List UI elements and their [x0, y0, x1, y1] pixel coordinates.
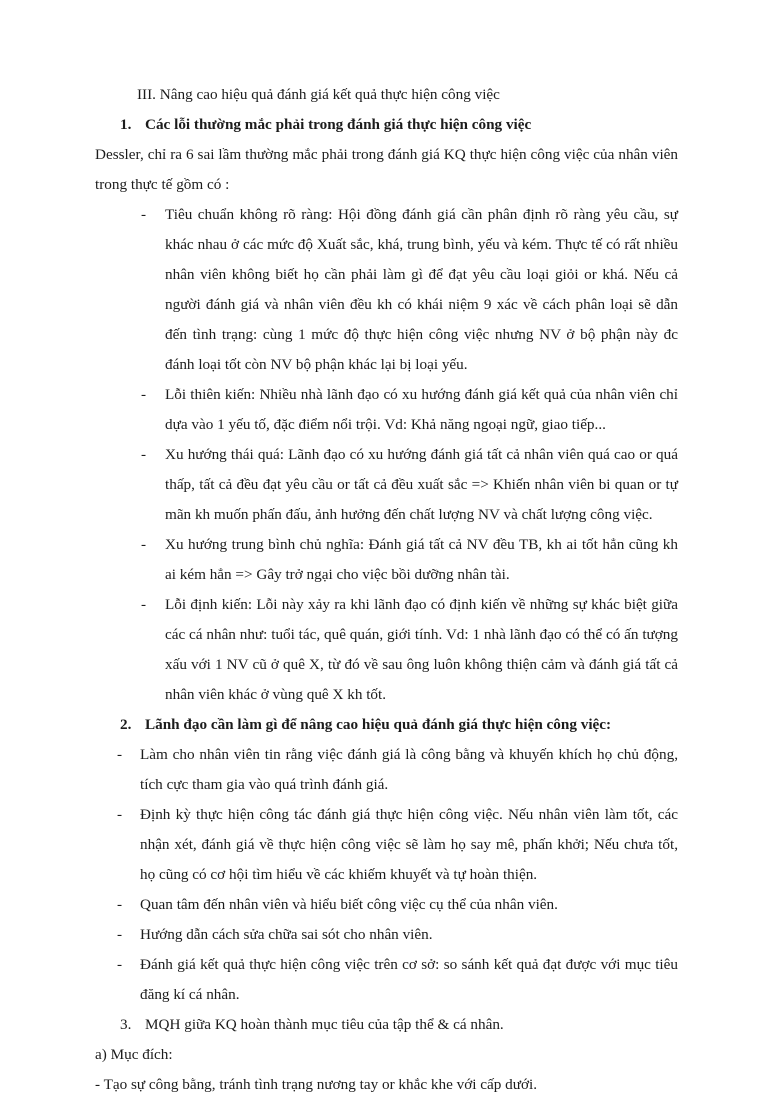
item-2-bullet-5: [95, 950, 678, 1010]
numbered-item-3: [95, 1010, 678, 1040]
item-1-bullet-1: [95, 200, 678, 380]
item-1-bullet-1-text: Tiêu chuẩn không rõ ràng: Hội đồng đánh giá cần phân định rõ ràng yêu cầu, sự khác nhau ở các mức độ Xuất sắc, khá, trung bình, yếu và kém. Thực tế có rất nhiều nhân viên không biết họ cần phải làm gì để đạt yêu cầu loại giỏi or khá. Nếu cả người đánh giá và nhân viên đều kh có khái niệm 9 xác về cách phân loại sẽ dẫn đến tình trạng: cùng 1 mức độ thực hiện công việc nhưng NV ở bộ phận này đc đánh loại tốt còn NV bộ phận khác lại bị loại yếu.: [165, 206, 678, 373]
document-body: [95, 80, 678, 1100]
dash-marker: -: [117, 746, 123, 763]
item-1-bullet-4: [95, 530, 678, 590]
numbered-item-2-title: Lãnh đạo cần làm gì để nâng cao hiệu quả đánh giá thực hiện công việc:: [145, 716, 612, 733]
item-2-bullet-1-text: Làm cho nhân viên tin rằng việc đánh giá là công bằng và khuyến khích họ chủ động, tích cực tham gia vào quá trình đánh giá.: [140, 746, 678, 793]
dash-marker: -: [141, 386, 147, 403]
item-2-bullet-4-text: Hướng dẫn cách sửa chữa sai sót cho nhân viên.: [140, 926, 433, 943]
item-2-bullet-3-text: Quan tâm đến nhân viên và hiểu biết công việc cụ thể của nhân viên.: [140, 896, 558, 913]
item-2-bullet-3: [95, 890, 678, 920]
item-1-bullet-4-text: Xu hướng trung bình chủ nghĩa: Đánh giá tất cả NV đều TB, kh ai tốt hẳn cũng kh ai kém hẳn => Gây trở ngại cho việc bồi dưỡng nhân tài.: [165, 536, 678, 583]
item-2-bullet-5-text: Đánh giá kết quả thực hiện công việc trên cơ sở: so sánh kết quả đạt được với mục tiêu đăng kí cá nhân.: [140, 956, 678, 1003]
item-1-bullet-2-text: Lỗi thiên kiến: Nhiều nhà lãnh đạo có xu hướng đánh giá kết quả của nhân viên chỉ dựa vào 1 yếu tố, đặc điểm nổi trội. Vd: Khả năng ngoại ngữ, giao tiếp...: [165, 386, 678, 433]
dash-marker: -: [141, 446, 147, 463]
numbered-item-1: [95, 110, 678, 140]
dash-marker: -: [117, 956, 123, 973]
item-1-bullet-3-text: Xu hướng thái quá: Lãnh đạo có xu hướng đánh giá tất cả nhân viên quá cao or quá thấp, tất cả đều đạt yêu cầu or tất cả đều xuất sắc => Khiến nhân viên bi quan or tự mãn kh muốn phấn đấu, ảnh hưởng đến chất lượng NV và chất lượng công việc.: [165, 446, 678, 523]
dash-marker: -: [141, 596, 147, 613]
numbered-item-1-marker: 1.: [120, 116, 132, 133]
item-2-bullet-2-text: Định kỳ thực hiện công tác đánh giá thực hiện công việc. Nếu nhân viên làm tốt, các nhận xét, đánh giá về thực hiện công việc sẽ làm họ say mê, phấn khởi; Nếu chưa tốt, họ cũng có cơ hội tìm hiểu về các khiếm khuyết và tự hoàn thiện.: [140, 806, 678, 883]
item-2-bullet-4: [95, 920, 678, 950]
numbered-item-2: [95, 710, 678, 740]
item-2-bullet-1: [95, 740, 678, 800]
numbered-item-2-marker: 2.: [120, 716, 132, 733]
dash-marker: -: [117, 896, 123, 913]
item-1-bullet-2: [95, 380, 678, 440]
numbered-item-3-title: MQH giữa KQ hoàn thành mục tiêu của tập thể & cá nhân.: [145, 1016, 504, 1033]
dash-marker: -: [117, 926, 123, 943]
item-1-bullet-3: [95, 440, 678, 530]
item-1-intro-paragraph: Dessler, chỉ ra 6 sai lầm thường mắc phải trong đánh giá KQ thực hiện công việc của nhân viên trong thực tế gồm có :: [95, 146, 678, 193]
dash-marker: -: [141, 206, 147, 223]
item-2-bullet-2: [95, 800, 678, 890]
numbered-item-3-marker: 3.: [120, 1016, 132, 1033]
dash-marker: -: [141, 536, 147, 553]
section-heading-III: III. Nâng cao hiệu quả đánh giá kết quả thực hiện công việc: [137, 86, 500, 103]
subsection-a-point-1: - Tạo sự công bằng, tránh tình trạng nương tay or khắc khe với cấp dưới.: [95, 1076, 538, 1093]
item-1-bullet-5-text: Lỗi định kiến: Lỗi này xảy ra khi lãnh đạo có định kiến về những sự khác biệt giữa các cá nhân như: tuổi tác, quê quán, giới tính. Vd: 1 nhà lãnh đạo có thể có ấn tượng xấu với 1 NV cũ ở quê X, từ đó về sau ông luôn không thiện cảm và đánh giá tất cả nhân viên khác ở vùng quê X kh tốt.: [165, 596, 678, 703]
subsection-a-heading: a) Mục đích:: [95, 1046, 173, 1063]
dash-marker: -: [117, 806, 123, 823]
numbered-item-1-title: Các lỗi thường mắc phải trong đánh giá thực hiện công việc: [145, 116, 532, 133]
item-1-bullet-5: [95, 590, 678, 710]
